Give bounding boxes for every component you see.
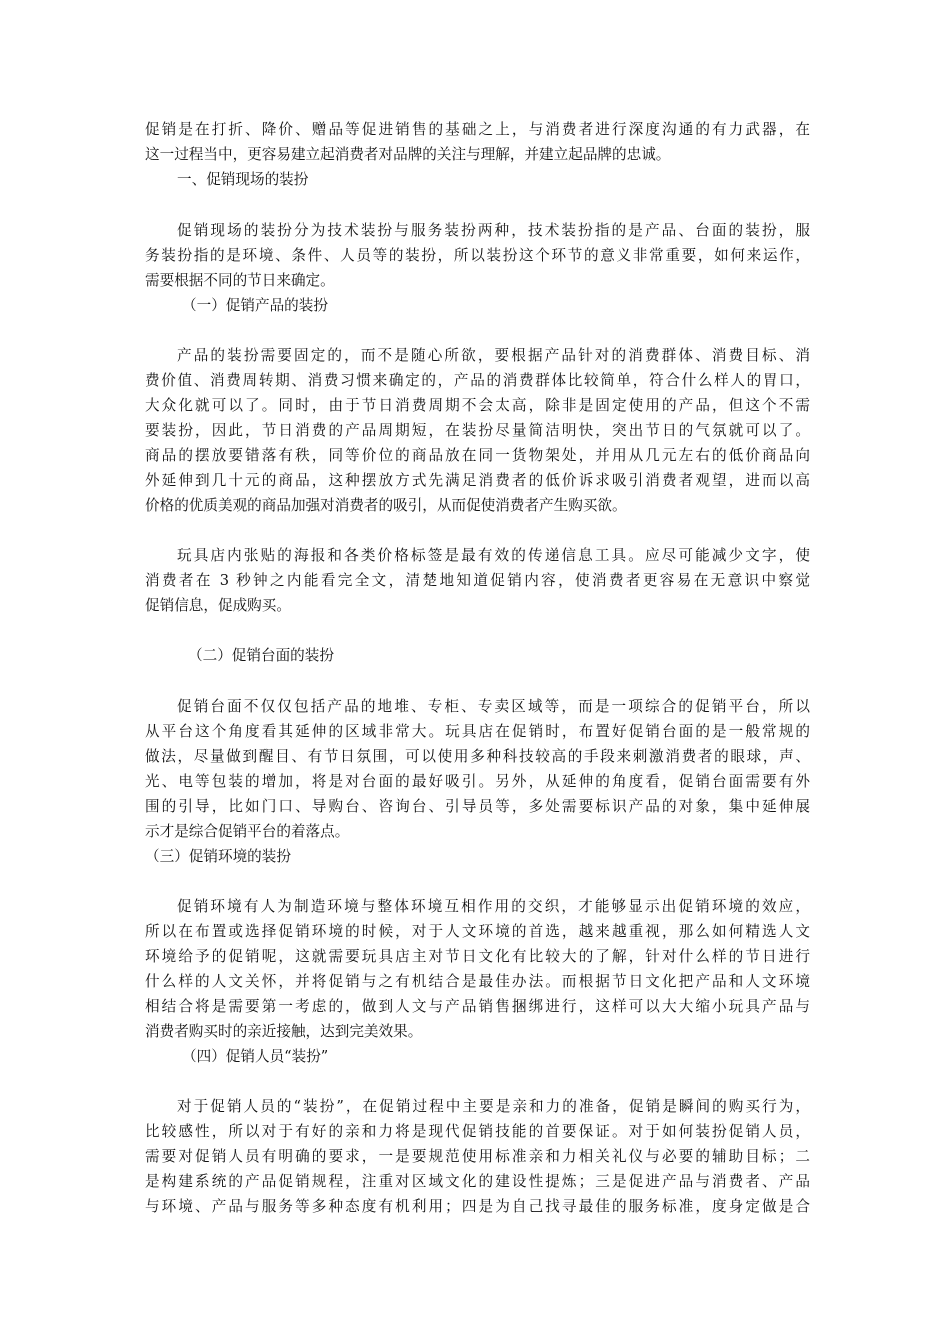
paragraph-line: 围的引导，比如门口、导购台、咨询台、引导员等，多处需要标识产品的对象，集中延伸展 xyxy=(145,798,810,815)
paragraph-line: 示才是综合促销平台的着落点。 xyxy=(145,823,350,840)
paragraph-line: 什么样的人文关怀，并将促销与之有机结合是最佳办法。而根据节日文化把产品和人文环境 xyxy=(145,973,810,990)
paragraph-line: 消费者在 3 秒钟之内能看完全文，清楚地知道促销内容，使消费者更容易在无意识中察觉 xyxy=(145,572,810,589)
paragraph-line: 价格的优质美观的商品加强对消费者的吸引，从而促使消费者产生购买欲。 xyxy=(145,497,627,514)
paragraph-line: 光、电等包装的增加，将是对台面的最好吸引。另外，从延伸的角度看，促销台面需要有外 xyxy=(145,773,810,790)
paragraph-line: 务装扮指的是环境、条件、人员等的装扮，所以装扮这个环节的意义非常重要，如何来运作， xyxy=(145,247,810,264)
paragraph-line: 做法，尽量做到醒目、有节日氛围，可以使用多种科技较高的手段来刺激消费者的眼球，声、 xyxy=(145,748,810,765)
paragraph-line: 玩具店内张贴的海报和各类价格标签是最有效的传递信息工具。应尽可能减少文字，使 xyxy=(177,547,810,564)
paragraph-line: 从平台这个角度看其延伸的区域非常大。玩具店在促销时，布置好促销台面的是一般常规的 xyxy=(145,723,810,740)
paragraph-line: 需要对促销人员有明确的要求，一是要规范使用标准亲和力相关礼仪与必要的辅助目标；二 xyxy=(145,1148,810,1165)
paragraph-line: 与环境、产品与服务等多种态度有机利用；四是为自己找寻最佳的服务标准，度身定做是合 xyxy=(145,1198,810,1215)
paragraph-line: 所以在布置或选择促销环境的时候，对于人文环境的首选，越来越重视，那么如何精选人文 xyxy=(145,923,810,940)
paragraph-line: 费价值、消费周转期、消费习惯来确定的，产品的消费群体比较简单，符合什么样人的胃口， xyxy=(145,372,810,389)
paragraph-line: 环境给予的促销呢，这就需要玩具店主对节日文化有比较大的了解，针对什么样的节日进行 xyxy=(145,948,810,965)
subsection-heading: （三）促销环境的装扮 xyxy=(145,848,291,865)
paragraph-line: 商品的摆放要错落有秩，同等价位的商品放在同一货物架处，并用从几元左右的低价商品向 xyxy=(145,447,810,464)
paragraph-line: 消费者购买时的亲近接触，达到完美效果。 xyxy=(145,1023,423,1040)
paragraph-line: 需要根据不同的节日来确定。 xyxy=(145,272,335,289)
subsection-heading: （四）促销人员“装扮” xyxy=(182,1048,329,1065)
paragraph-line: 相结合将是需要第一考虑的，做到人文与产品销售捆绑进行，这样可以大大缩小玩具产品与 xyxy=(145,998,810,1015)
paragraph-line: 要装扮，因此，节日消费的产品周期短，在装扮尽量简洁明快，突出节日的气氛就可以了。 xyxy=(145,422,810,439)
paragraph-line: 产品的装扮需要固定的，而不是随心所欲，要根据产品针对的消费群体、消费目标、消 xyxy=(177,347,810,364)
paragraph-line: 促销信息，促成购买。 xyxy=(145,597,291,614)
intro-line: 这一过程当中，更容易建立起消费者对品牌的关注与理解，并建立起品牌的忠诚。 xyxy=(145,146,671,163)
paragraph-line: 外延伸到几十元的商品，这种摆放方式先满足消费者的低价诉求吸引消费者观望，进而以高 xyxy=(145,472,810,489)
paragraph-line: 是构建系统的产品促销规程，注重对区域文化的建设性提炼；三是促进产品与消费者、产品 xyxy=(145,1173,810,1190)
section-heading: 一、促销现场的装扮 xyxy=(177,171,309,188)
paragraph-line: 大众化就可以了。同时，由于节日消费周期不会太高，除非是固定使用的产品，但这个不需 xyxy=(145,397,810,414)
paragraph-line: 促销现场的装扮分为技术装扮与服务装扮两种，技术装扮指的是产品、台面的装扮，服 xyxy=(177,222,810,239)
paragraph-line: 促销台面不仅仅包括产品的地堆、专柜、专卖区域等，而是一项综合的促销平台，所以 xyxy=(177,698,810,715)
paragraph-line: 比较感性，所以对于有好的亲和力将是现代促销技能的首要保证。对于如何装扮促销人员， xyxy=(145,1123,810,1140)
subsection-heading: （一）促销产品的装扮 xyxy=(182,297,328,314)
intro-line: 促销是在打折、降价、赠品等促进销售的基础之上，与消费者进行深度沟通的有力武器，在 xyxy=(145,121,810,138)
paragraph-line: 促销环境有人为制造环境与整体环境互相作用的交织，才能够显示出促销环境的效应， xyxy=(177,898,810,915)
paragraph-line: 对于促销人员的“装扮”，在促销过程中主要是亲和力的准备，促销是瞬间的购买行为， xyxy=(177,1098,810,1115)
subsection-heading: （二）促销台面的装扮 xyxy=(188,647,334,664)
